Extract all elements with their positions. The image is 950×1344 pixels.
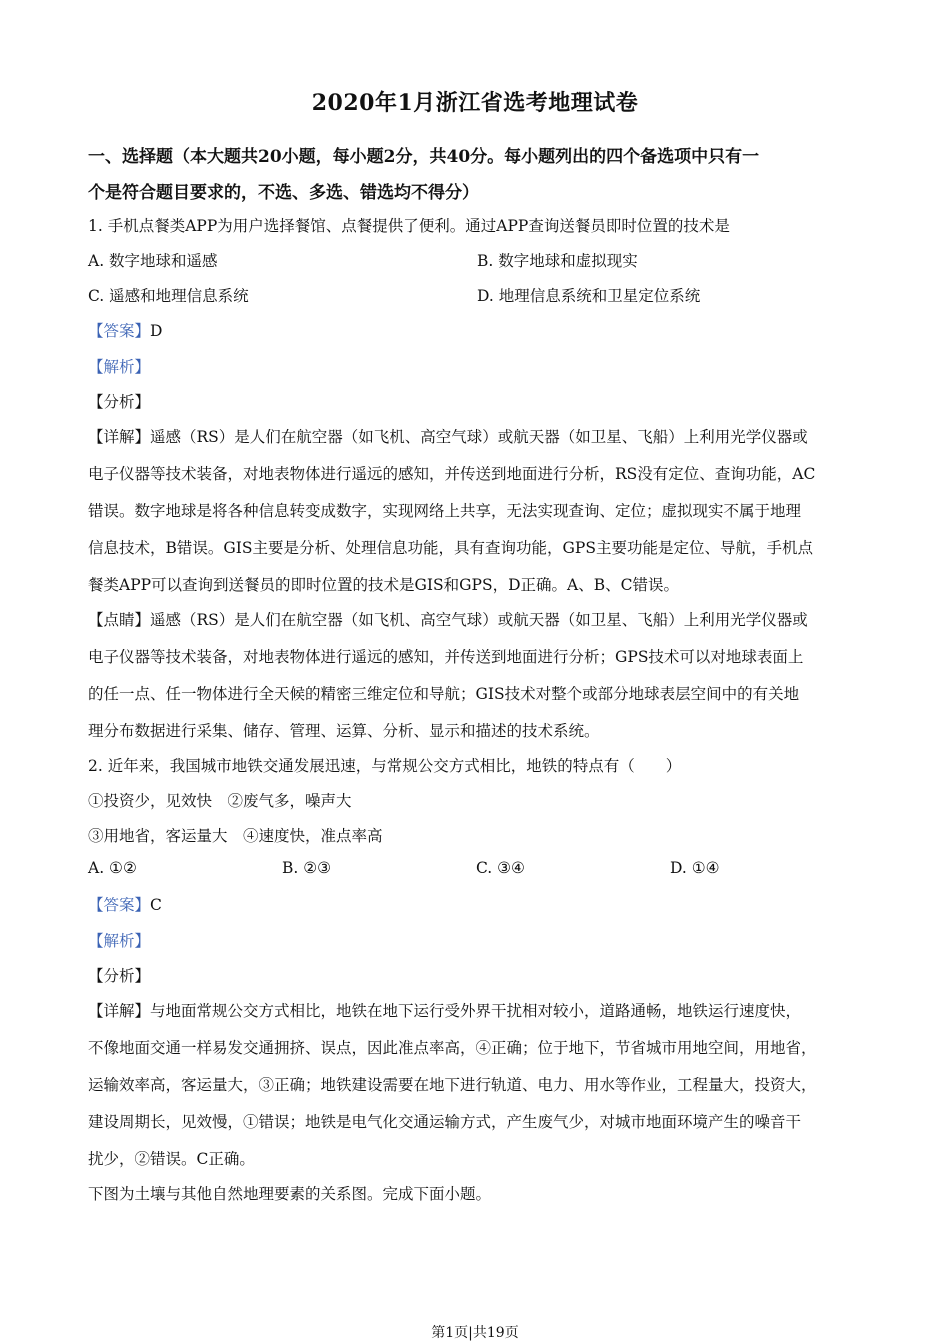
- q1-stem: 1. 手机点餐类APP为用户选择餐馆、点餐提供了便利。通过APP查询送餐员即时位置的技术是: [88, 217, 730, 235]
- q1-tip-line: 理分布数据进行采集、储存、管理、运算、分析、显示和描述的技术系统。: [88, 722, 600, 740]
- q1-option-b: B. 数字地球和虚拟现实: [477, 252, 638, 270]
- q2-detail-line: 建设周期长，见效慢，①错误；地铁是电气化交通运输方式，产生废气少，对城市地面环境产生的噪音干: [88, 1113, 802, 1131]
- q1-option-a: A. 数字地球和遥感: [88, 252, 218, 270]
- section-heading-line2: 个是符合题目要求的，不选、多选、错选均不得分）: [88, 183, 479, 203]
- q1-option-c: C. 遥感和地理信息系统: [88, 287, 249, 305]
- q2-option-c: C. ③④: [476, 859, 525, 877]
- detail-tag: 【详解】: [88, 428, 151, 446]
- q2-option-d: D. ①④: [670, 859, 720, 877]
- q1-detail-line: 餐类APP可以查询到送餐员的即时位置的技术是GIS和GPS，D正确。A、B、C错误。: [88, 576, 679, 594]
- q1-analysis-tag: 【解析】: [88, 358, 151, 376]
- q2-analysis-tag: 【解析】: [88, 932, 151, 950]
- q2-detail-line: 运输效率高，客运量大，③正确；地铁建设需要在地下进行轨道、电力、用水等作业，工程量大，投资大，: [88, 1076, 817, 1094]
- page-footer: 第1页|共19页: [431, 1325, 519, 1341]
- q1-option-d: D. 地理信息系统和卫星定位系统: [477, 287, 701, 305]
- q1-tip-line: 【点睛】遥感（RS）是人们在航空器（如飞机、高空气球）或航天器（如卫星、飞船）上利用光学仪器或: [88, 611, 808, 629]
- page-title: 2020年1月浙江省选考地理试卷: [311, 90, 639, 116]
- tip-tag: 【点睛】: [88, 611, 151, 629]
- q2-option-a: A. ①②: [88, 859, 137, 877]
- detail-tag: 【详解】: [88, 1002, 151, 1020]
- q2-items-line2: ③用地省，客运量大 ④速度快，准点率高: [88, 827, 383, 845]
- q1-detail-line: 电子仪器等技术装备，对地表物体进行遥远的感知，并传送到地面进行分析，RS没有定位、查询功能，AC: [88, 465, 816, 483]
- q1-detail-line: 信息技术，B错误。GIS主要是分析、处理信息功能，具有查询功能，GPS主要功能是定位、导航，手机点: [88, 539, 813, 557]
- q1-tip-line: 电子仪器等技术装备，对地表物体进行遥远的感知，并传送到地面进行分析；GPS技术可以对地球表面上: [88, 648, 804, 666]
- q1-answer: [88, 319, 162, 341]
- q2-stem: 2. 近年来，我国城市地铁交通发展迅速，与常规公交方式相比，地铁的特点有（ ）: [88, 757, 682, 775]
- q2-detail-line: 【详解】与地面常规公交方式相比，地铁在地下运行受外界干扰相对较小，道路通畅，地铁运行速度快，: [88, 1002, 802, 1020]
- q2-answer: [88, 893, 162, 915]
- q2-items-line1: ①投资少，见效快 ②废气多，噪声大: [88, 792, 352, 810]
- q1-detail-line: 错误。数字地球是将各种信息转变成数字，实现网络上共享，无法实现查询、定位；虚拟现实不属于地理: [88, 502, 802, 520]
- q2-option-b: B. ②③: [282, 859, 332, 877]
- answer-value: D: [150, 322, 163, 340]
- answer-tag: 【答案】: [88, 322, 151, 340]
- q1-tip-line: 的任一点、任一物体进行全天候的精密三维定位和导航；GIS技术对整个或部分地球表层空间中的有关地: [88, 685, 800, 703]
- section-heading-line1: 一、选择题（本大题共20小题，每小题2分，共40分。每小题列出的四个备选项中只有一: [88, 147, 760, 167]
- q1-fenxi-tag: 【分析】: [88, 393, 151, 411]
- intro-text: 下图为土壤与其他自然地理要素的关系图。完成下面小题。: [88, 1185, 492, 1203]
- answer-tag: 【答案】: [88, 896, 151, 914]
- q2-fenxi-tag: 【分析】: [88, 967, 151, 985]
- answer-value: C: [150, 896, 162, 914]
- q2-detail-line: 不像地面交通一样易发交通拥挤、误点，因此准点率高，④正确；位于地下，节省城市用地空间，用地省，: [88, 1039, 817, 1057]
- q2-detail-line: 扰少，②错误。C正确。: [88, 1150, 255, 1168]
- q1-detail-line: 【详解】遥感（RS）是人们在航空器（如飞机、高空气球）或航天器（如卫星、飞船）上利用光学仪器或: [88, 428, 808, 446]
